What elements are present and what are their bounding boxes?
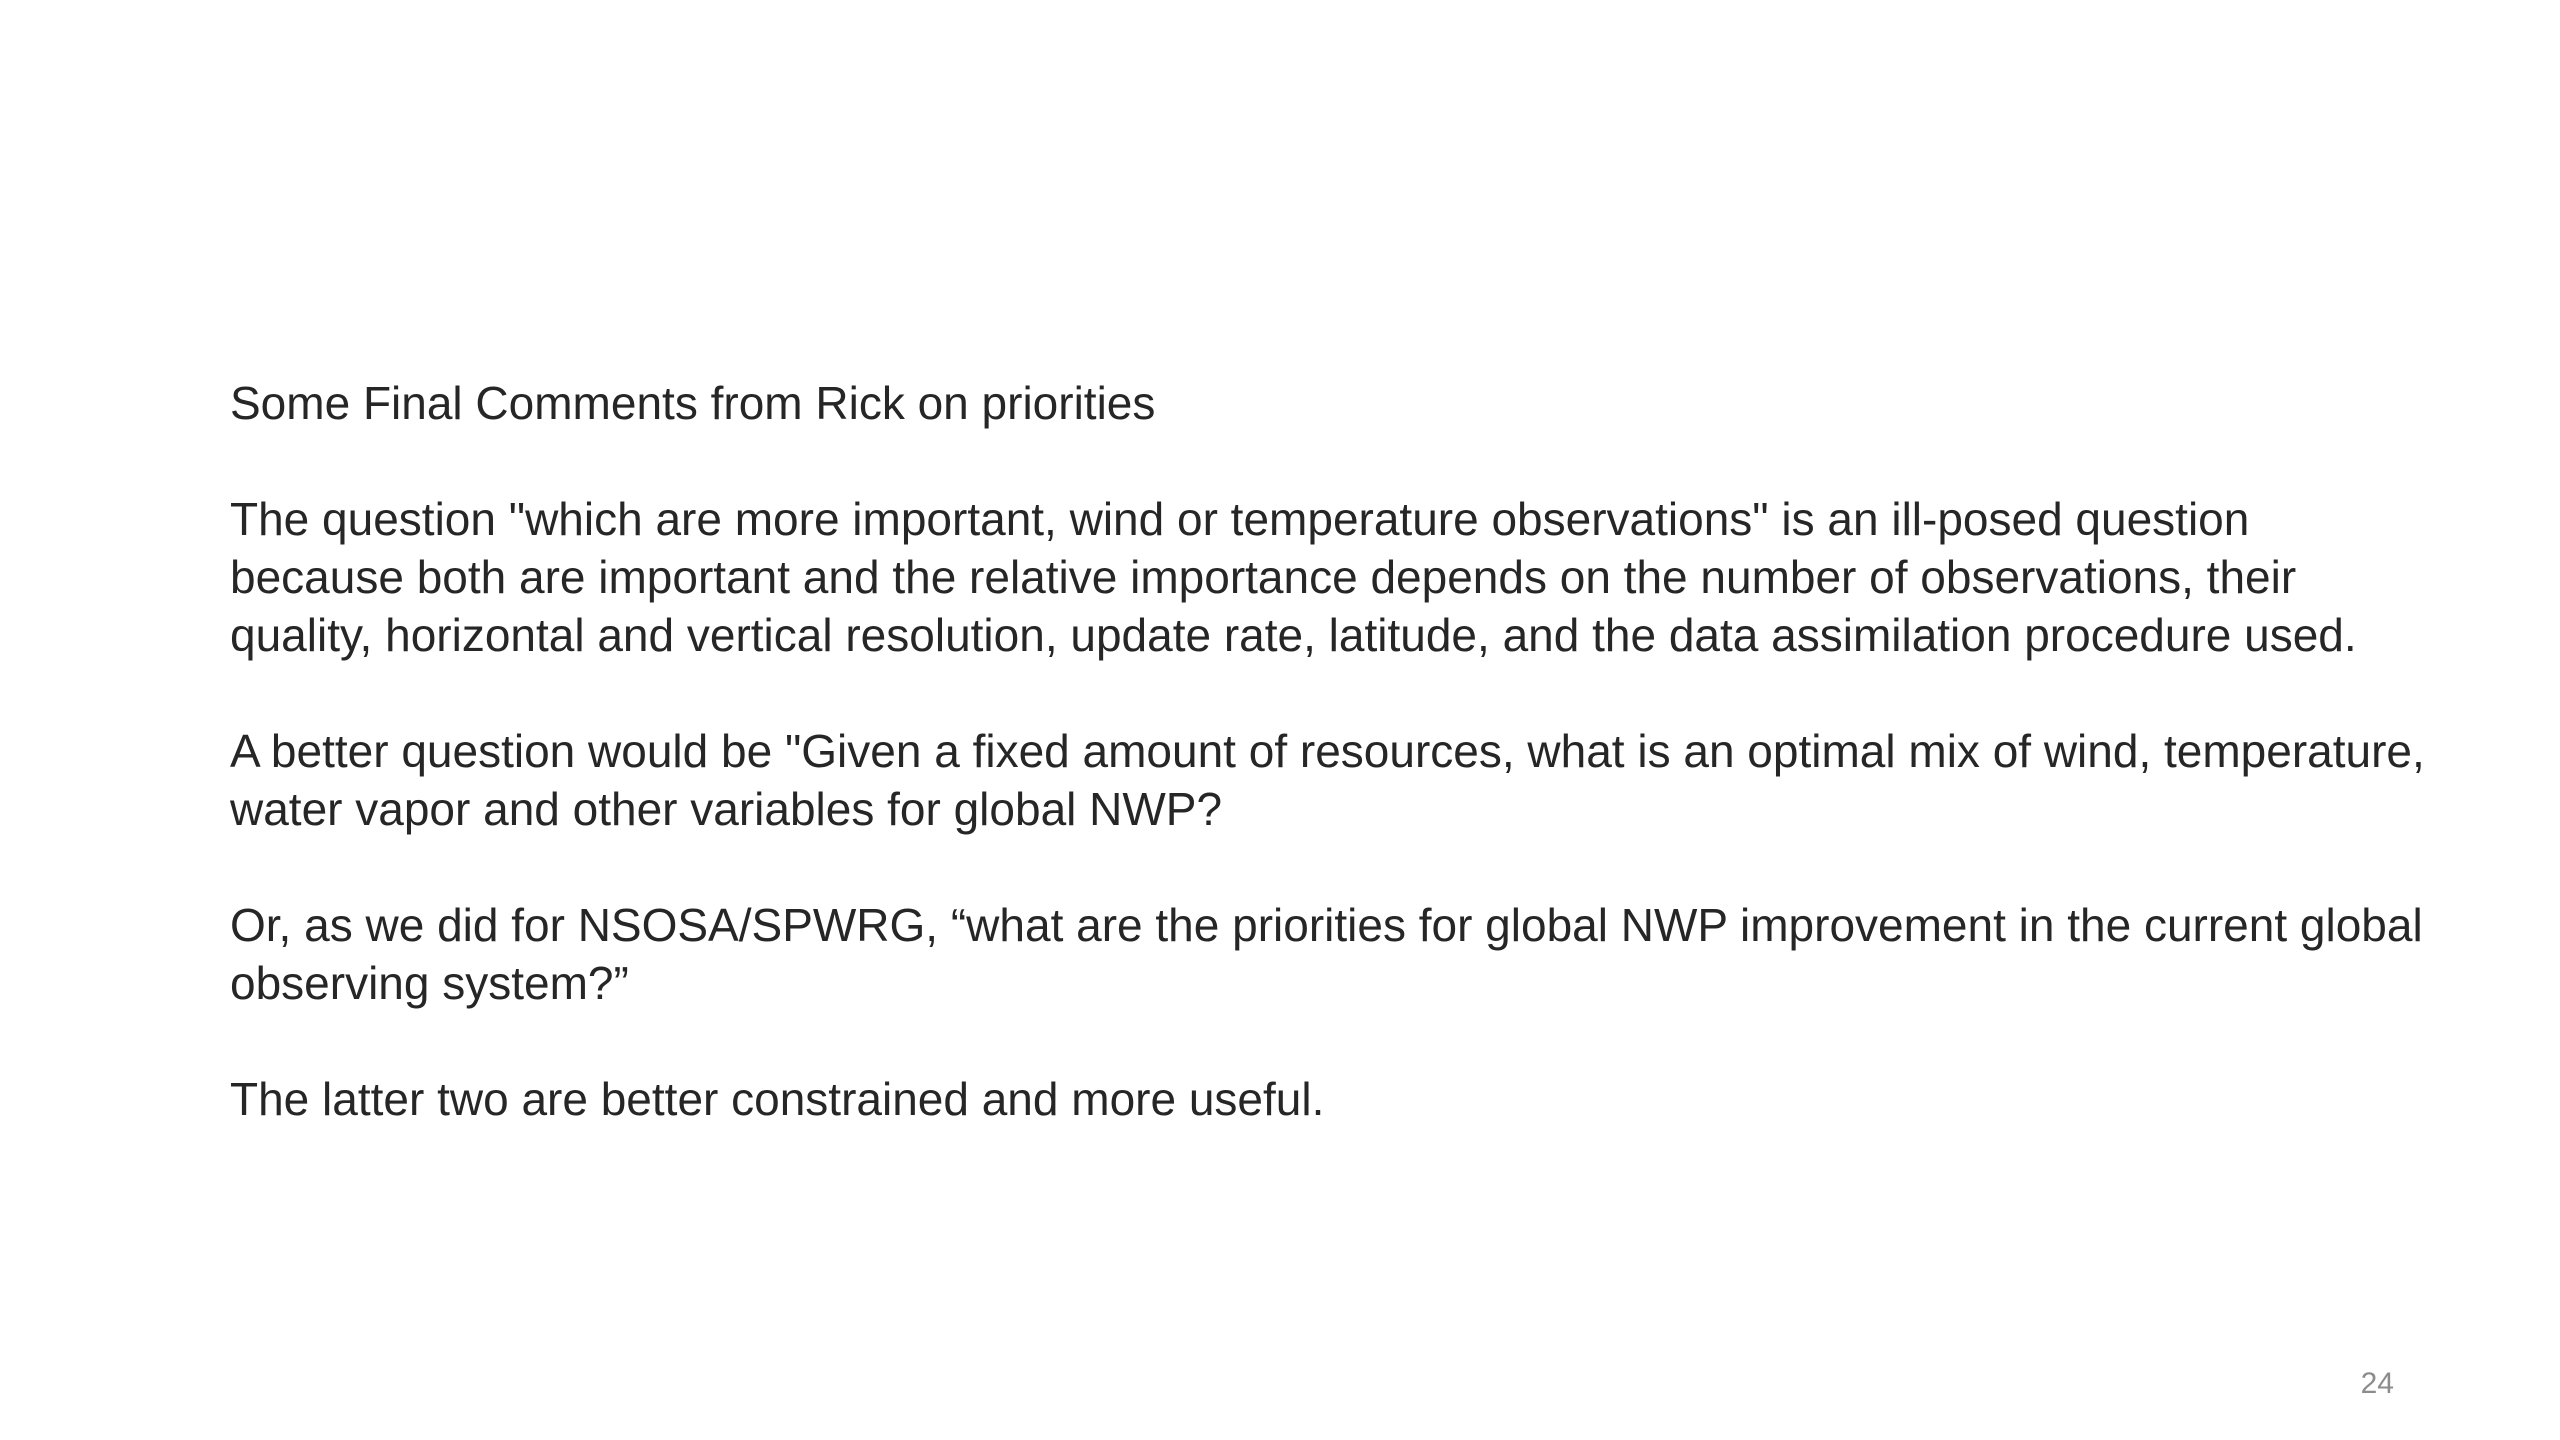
slide-body [230,374,2430,1128]
slide-heading: Some Final Comments from Rick on priorities [230,377,1156,429]
paragraph-better-question: A better question would be "Given a fixed amount of resources, what is an optimal mix of wind, temperature, water vapor and other variables for global NWP? [230,725,2425,835]
paragraph-ill-posed-question: The question "which are more important, wind or temperature observations" is an ill-posed question because both are important and the relative importance depends on the number of observations, their quality, horizontal and vertical resolution, update rate, latitude, and the data assimilation procedure used. [230,493,2357,661]
paragraph-conclusion: The latter two are better constrained and more useful. [230,1073,1325,1125]
paragraph-nsosa-spwrg: Or, as we did for NSOSA/SPWRG, “what are the priorities for global NWP improvement in the current global observing system?” [230,899,2423,1009]
page-number: 24 [2360,1367,2394,1400]
